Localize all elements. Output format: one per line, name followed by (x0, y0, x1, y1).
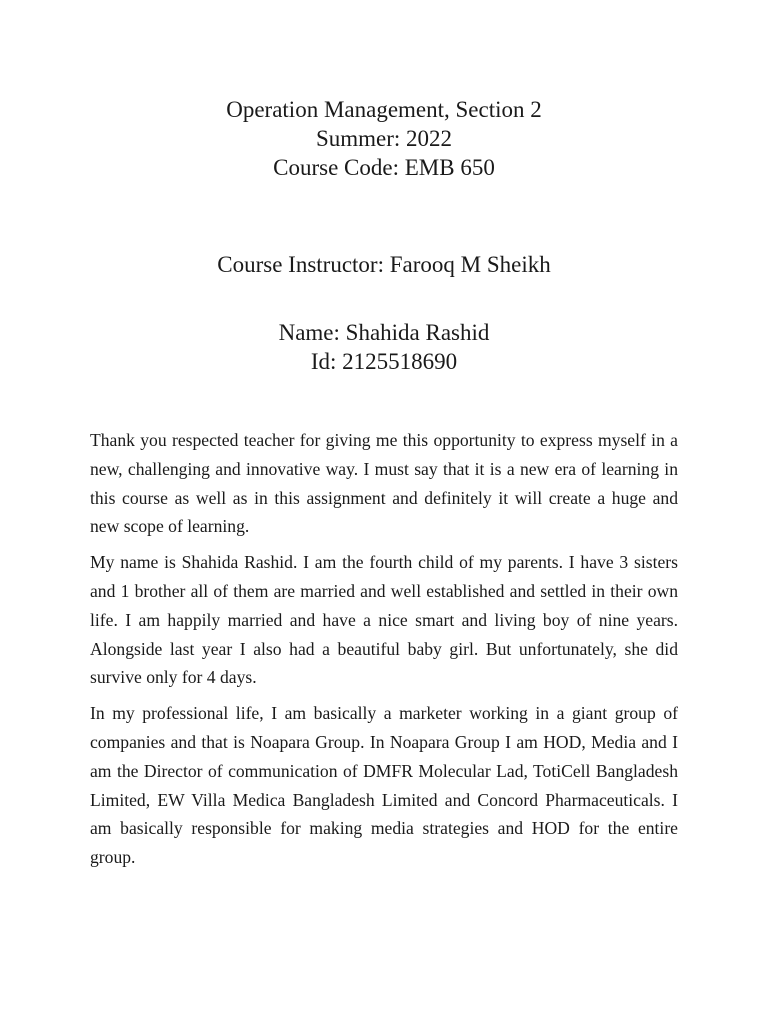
paragraph-thanks: Thank you respected teacher for giving me this opportunity to express myself in a new, challenging and innovative way. I must say that it is a new era of learning in this course as well as in this assignment and definitely it will create a huge and new scope of learning. (90, 430, 678, 537)
instructor-block (0, 250, 768, 279)
course-instructor: Course Instructor: Farooq M Sheikh (217, 252, 551, 277)
essay-body (90, 426, 678, 879)
course-header (0, 95, 768, 182)
student-block (0, 318, 768, 376)
paragraph-personal: My name is Shahida Rashid. I am the fourth child of my parents. I have 3 sisters and 1 brother all of them are married and well established and settled in their own life. I am happily married and have a nice smart and living boy of nine years. Alongside last year I also had a beautiful baby girl. But unfortunately, she did survive only for 4 days. (90, 552, 678, 688)
course-title: Operation Management, Section 2 (226, 97, 542, 122)
term: Summer: 2022 (315, 126, 453, 151)
student-name: Name: Shahida Rashid (278, 320, 490, 345)
course-code: Course Code: EMB 650 (273, 155, 495, 180)
paragraph-professional: In my professional life, I am basically a marketer working in a giant group of companies and that is Noapara Group. In Noapara Group I am HOD, Media and I am the Director of communication of DMFR Molecular Lad, TotiCell Bangladesh Limited, EW Villa Medica Bangladesh Limited and Concord Pharmaceuticals. I am basically responsible for making media strategies and HOD for the entire group. (90, 703, 678, 868)
student-id: Id: 2125518690 (310, 349, 458, 374)
